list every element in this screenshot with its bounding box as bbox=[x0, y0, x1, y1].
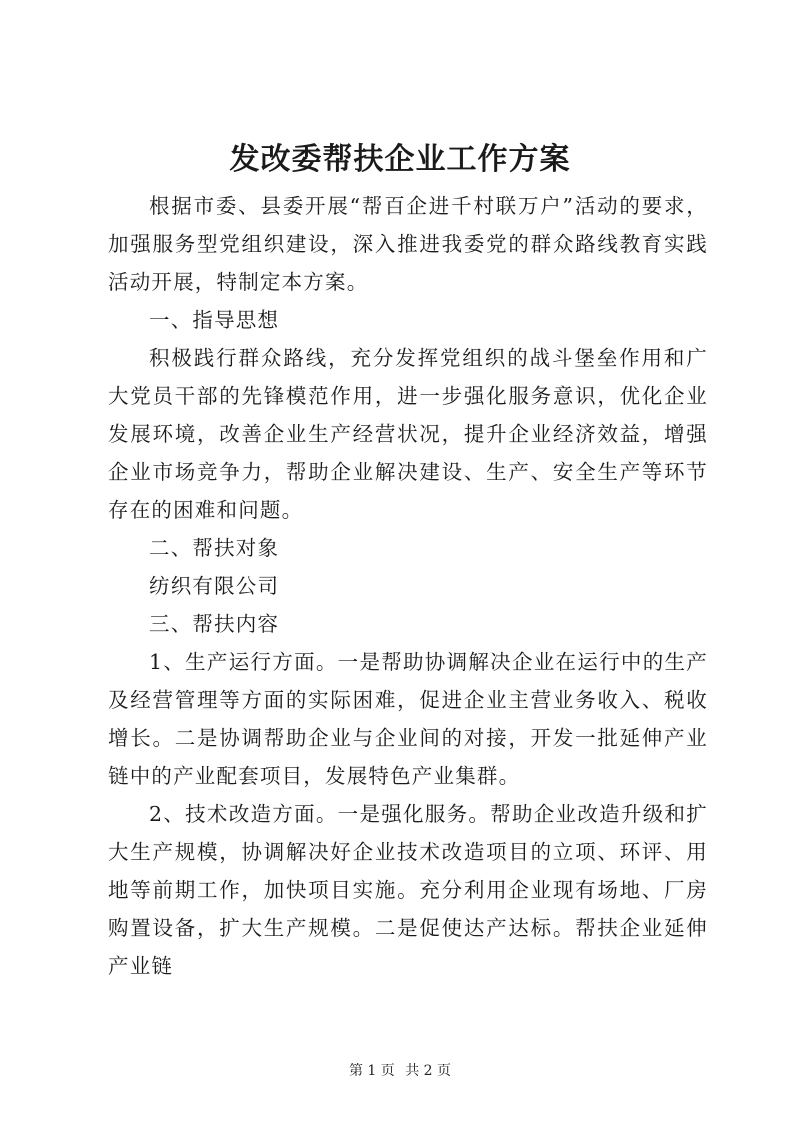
page-total: 共 2 页 bbox=[405, 1063, 452, 1079]
section-heading-assistance-target: 二、帮扶对象 bbox=[149, 536, 280, 560]
section-heading-guiding-ideology: 一、指导思想 bbox=[149, 308, 280, 332]
paragraph-production-operation: 1、生产运行方面。一是帮助协调解决企业在运行中的生产及经营管理等方面的实际困难，促进企业主营业务收入、税收增长。二是协调帮助企业与企业间的对接，开发一批延伸产业链中的产业配套项目，发展特色产业集群。 bbox=[108, 650, 708, 788]
paragraph-technical-transformation: 2、技术改造方面。一是强化服务。帮助企业改造升级和扩大生产规模，协调解决好企业技术改造项目的立项、环评、用地等前期工作，加快项目实施。充分利用企业现有场地、厂房购置设备，扩大生产规模。二是促使达产达标。帮扶企业延伸产业链 bbox=[108, 802, 708, 978]
document-body bbox=[108, 187, 708, 985]
page-footer bbox=[0, 1062, 800, 1080]
paragraph-assistance-target: 纺织有限公司 bbox=[149, 574, 280, 598]
document-title: 发改委帮扶企业工作方案 bbox=[229, 142, 571, 177]
section-heading-assistance-content: 三、帮扶内容 bbox=[149, 612, 280, 636]
paragraph-intro: 根据市委、县委开展“帮百企进千村联万户”活动的要求，加强服务型党组织建设，深入推进我委党的群众路线教育实践活动开展，特制定本方案。 bbox=[108, 194, 708, 294]
paragraph-guiding-ideology: 积极践行群众路线，充分发挥党组织的战斗堡垒作用和广大党员干部的先锋模范作用，进一步强化服务意识，优化企业发展环境，改善企业生产经营状况，提升企业经济效益，增强企业市场竞争力，帮助企业解决建设、生产、安全生产等环节存在的困难和问题。 bbox=[108, 346, 708, 522]
page-number: 第 1 页 bbox=[348, 1063, 395, 1079]
